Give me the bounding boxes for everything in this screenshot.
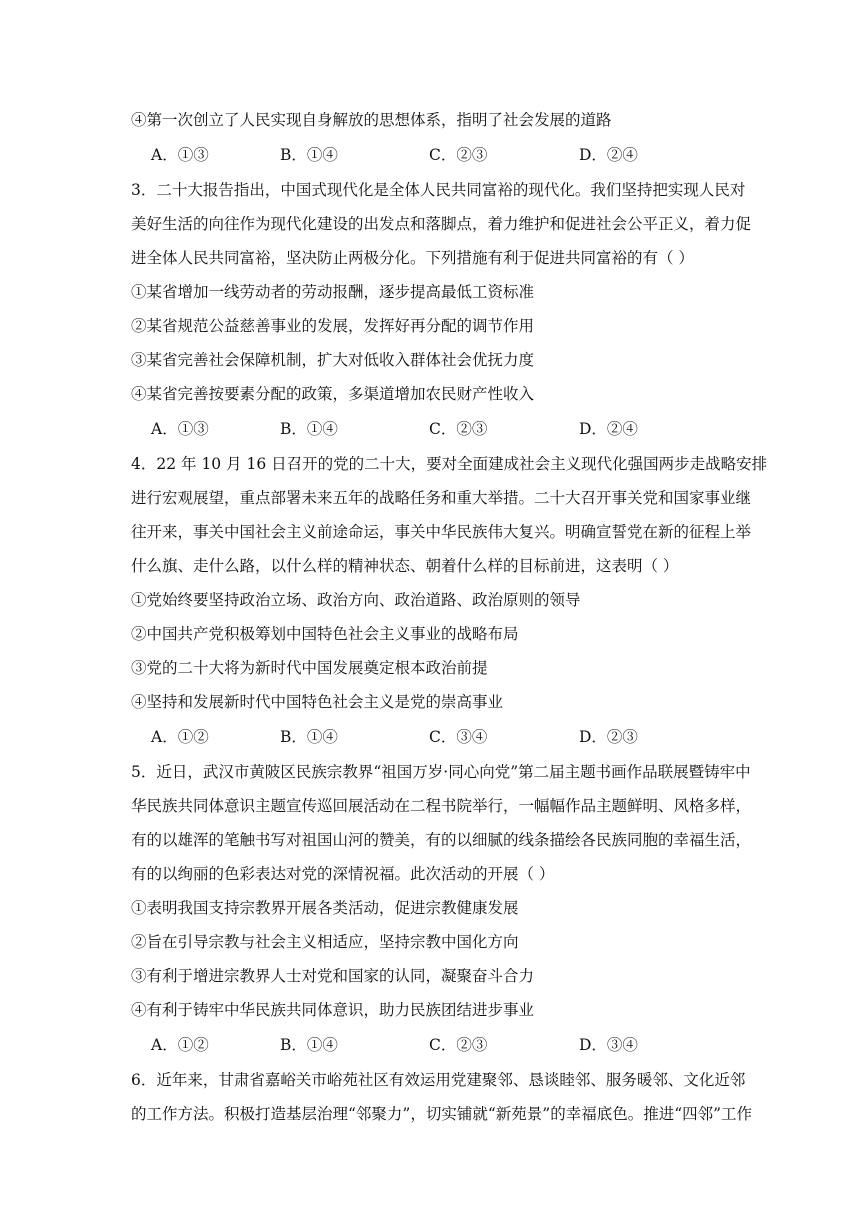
q5-option-4: ④有利于铸牢中华民族共同体意识，助力民族团结进步事业 [131,1001,535,1019]
q3-choice-b[interactable]: B．①④ [280,420,338,438]
q3-stem-line: 美好生活的向往作为现代化建设的出发点和落脚点，着力维护和促进社会公平正义，着力促 [131,215,752,233]
q6-stem-line: 6．近年来，甘肃省嘉峪关市峪苑社区有效运用党建聚邻、恳谈睦邻、服务暖邻、文化近邻 [131,1071,746,1089]
q3-option-4: ④某省完善按要素分配的政策，多渠道增加农民财产性收入 [131,385,535,403]
q3-choice-a[interactable]: A．①③ [151,420,209,438]
q4-option-3: ③党的二十大将为新时代中国发展奠定根本政治前提 [131,659,488,677]
q5-stem-line: 华民族共同体意识主题宣传巡回展活动在二程书院举行，一幅幅作品主题鲜明、风格多样， [131,797,752,815]
q4-stem-line: 什么旗、走什么路，以什么样的精神状态、朝着什么样的目标前进，这表明（ ） [131,557,679,575]
q5-stem-line: 有的以雄浑的笔触书写对祖国山河的赞美，有的以细腻的线条描绘各民族同胞的幸福生活， [131,831,752,849]
q6-stem-line: 的工作方法。积极打造基层治理“邻聚力”，切实铺就“新苑景”的幸福底色。推进“四邻”工作 [131,1105,753,1123]
q5-answer-choices [151,1035,751,1055]
q4-option-1: ①党始终要坚持政治立场、政治方向、政治道路、政治原则的领导 [131,591,581,609]
q5-option-2: ②旨在引导宗教与社会主义相适应，坚持宗教中国化方向 [131,933,519,951]
q4-choice-c[interactable]: C．③④ [429,728,488,746]
q3-stem-line: 进全体人民共同富裕，坚决防止两极分化。下列措施有利于促进共同富裕的有（ ） [131,249,694,267]
q5-stem-line: 5．近日，武汉市黄陂区民族宗教界“祖国万岁·同心向党”第二届主题书画作品联展暨铸牢中 [131,763,751,781]
q5-option-3: ③有利于增进宗教界人士对党和国家的认同，凝聚奋斗合力 [131,967,535,985]
q2-choice-a[interactable]: A．①③ [151,146,209,164]
q5-choice-c[interactable]: C．②③ [429,1036,488,1054]
q3-option-1: ①某省增加一线劳动者的劳动报酬，逐步提高最低工资标准 [131,283,535,301]
q3-choice-c[interactable]: C．②③ [429,420,488,438]
q5-stem-line: 有的以绚丽的色彩表达对党的深情祝福。此次活动的开展（ ） [131,865,555,883]
q3-option-2: ②某省规范公益慈善事业的发展，发挥好再分配的调节作用 [131,317,535,335]
q4-stem-line: 进行宏观展望，重点部署未来五年的战略任务和重大举措。二十大召开事关党和国家事业继 [131,489,752,507]
q5-choice-d[interactable]: D．③④ [579,1036,638,1054]
q4-stem-line: 往开来，事关中国社会主义前途命运，事关中华民族伟大复兴。明确宣誓党在新的征程上举 [131,523,752,541]
q3-choice-d[interactable]: D．②④ [579,420,638,438]
q5-choice-b[interactable]: B．①④ [280,1036,338,1054]
q4-stem-line: 4．22 年 10 月 16 日召开的党的二十大，要对全面建成社会主义现代化强国两步走战略安排 [131,455,768,473]
q4-choice-d[interactable]: D．②③ [579,728,638,746]
q3-answer-choices [151,419,751,439]
q3-stem-line: 3．二十大报告指出，中国式现代化是全体人民共同富裕的现代化。我们坚持把实现人民对 [131,181,746,199]
q4-choice-a[interactable]: A．①② [151,728,209,746]
q4-choice-b[interactable]: B．①④ [280,728,338,746]
q2-answer-choices [151,145,751,165]
q2-choice-b[interactable]: B．①④ [280,146,338,164]
q2-choice-c[interactable]: C．②③ [429,146,488,164]
q2-option-4: ④第一次创立了人民实现自身解放的思想体系，指明了社会发展的道路 [131,111,612,129]
q5-choice-a[interactable]: A．①② [151,1036,209,1054]
q4-option-4: ④坚持和发展新时代中国特色社会主义是党的崇高事业 [131,693,504,711]
q4-answer-choices [151,727,751,747]
q5-option-1: ①表明我国支持宗教界开展各类活动，促进宗教健康发展 [131,899,519,917]
q3-option-3: ③某省完善社会保障机制，扩大对低收入群体社会优抚力度 [131,351,535,369]
q2-choice-d[interactable]: D．②④ [579,146,638,164]
q4-option-2: ②中国共产党积极筹划中国特色社会主义事业的战略布局 [131,625,519,643]
